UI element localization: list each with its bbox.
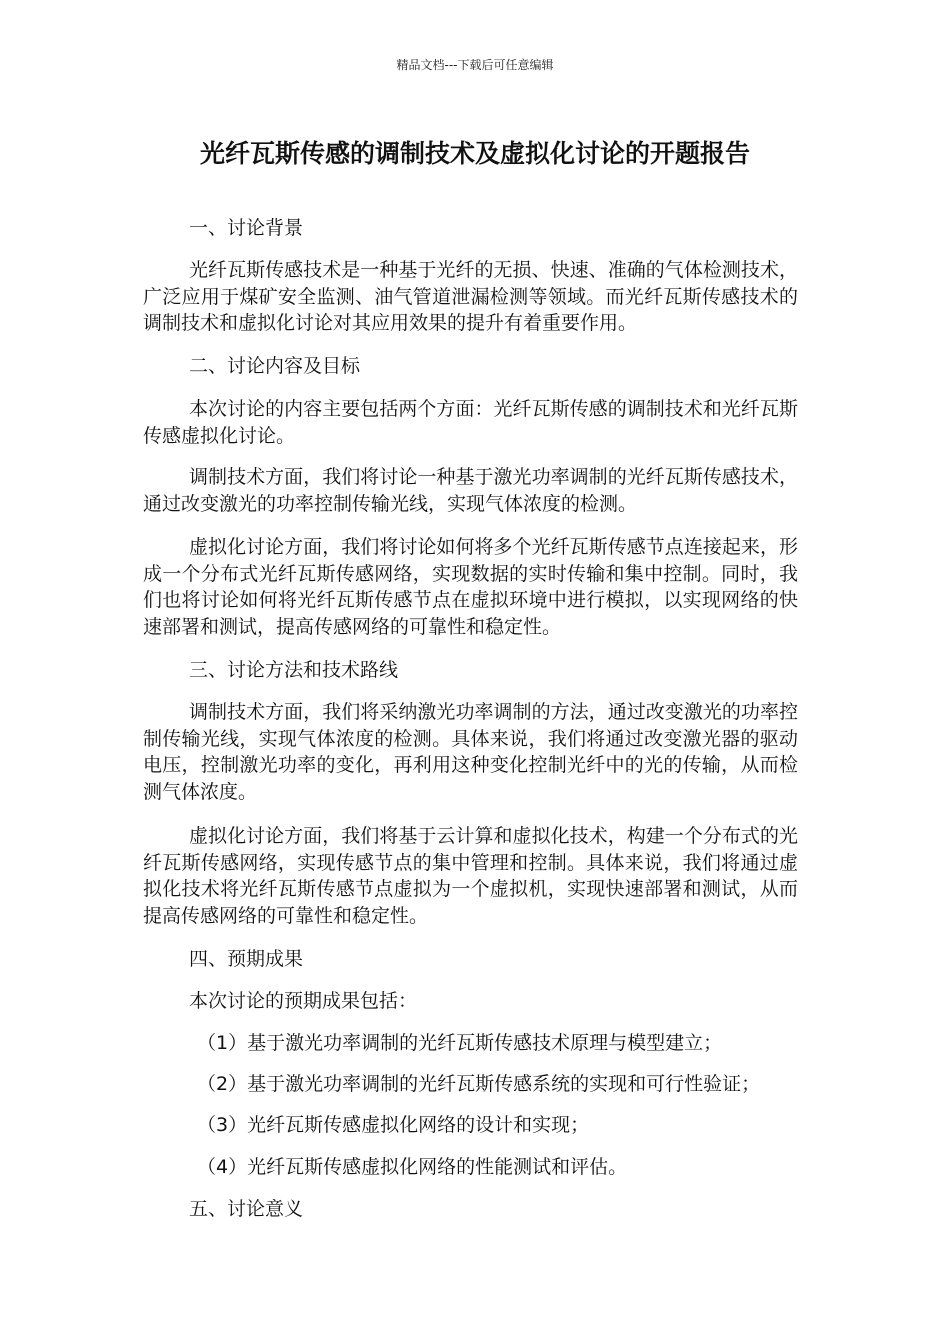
expected-result-item: （4）光纤瓦斯传感虚拟化网络的性能测试和评估。 bbox=[197, 1156, 628, 1178]
section-heading-background: 一、讨论背景 bbox=[189, 217, 304, 239]
paragraph-background: 光纤瓦斯传感技术是一种基于光纤的无损、快速、准确的气体检测技术，广泛应用于煤矿安全监测、油气管道泄漏检测等领域。而光纤瓦斯传感技术的调制技术和虚拟化讨论对其应用效果的提升有着重要作用。 bbox=[143, 259, 798, 334]
page-header: 精品文档---下载后可任意编辑 bbox=[396, 58, 554, 72]
section-heading-expected-results: 四、预期成果 bbox=[189, 948, 304, 970]
paragraph-content-overview: 本次讨论的内容主要包括两个方面：光纤瓦斯传感的调制技术和光纤瓦斯传感虚拟化讨论。 bbox=[143, 398, 798, 447]
expected-result-item: （3）光纤瓦斯传感虚拟化网络的设计和实现； bbox=[197, 1114, 590, 1136]
expected-result-item: （2）基于激光功率调制的光纤瓦斯传感系统的实现和可行性验证； bbox=[197, 1073, 761, 1095]
expected-results-intro: 本次讨论的预期成果包括： bbox=[189, 990, 418, 1012]
paragraph-modulation-method: 调制技术方面，我们将采纳激光功率调制的方法，通过改变激光的功率控制传输光线，实现气体浓度的检测。具体来说，我们将通过改变激光器的驱动电压，控制激光功率的变化，再利用这种变化控制光纤中的光的传输，从而检测气体浓度。 bbox=[143, 701, 798, 803]
paragraph-modulation-content: 调制技术方面，我们将讨论一种基于激光功率调制的光纤瓦斯传感技术，通过改变激光的功率控制传输光线，实现气体浓度的检测。 bbox=[143, 466, 798, 515]
paragraph-virtualization-method: 虚拟化讨论方面，我们将基于云计算和虚拟化技术，构建一个分布式的光纤瓦斯传感网络，实现传感节点的集中管理和控制。具体来说，我们将通过虚拟化技术将光纤瓦斯传感节点虚拟为一个虚拟机，实现快速部署和测试，从而提高传感网络的可靠性和稳定性。 bbox=[143, 825, 798, 927]
expected-result-item: （1）基于激光功率调制的光纤瓦斯传感技术原理与模型建立； bbox=[197, 1032, 723, 1054]
document-title: 光纤瓦斯传感的调制技术及虚拟化讨论的开题报告 bbox=[199, 139, 750, 168]
section-heading-content-goals: 二、讨论内容及目标 bbox=[189, 355, 361, 377]
section-heading-methods: 三、讨论方法和技术路线 bbox=[189, 659, 399, 681]
section-heading-significance: 五、讨论意义 bbox=[189, 1198, 304, 1220]
paragraph-virtualization-content: 虚拟化讨论方面，我们将讨论如何将多个光纤瓦斯传感节点连接起来，形成一个分布式光纤瓦斯传感网络，实现数据的实时传输和集中控制。同时，我们也将讨论如何将光纤瓦斯传感节点在虚拟环境中进行模拟，以实现网络的快速部署和测试，提高传感网络的可靠性和稳定性。 bbox=[143, 536, 798, 638]
